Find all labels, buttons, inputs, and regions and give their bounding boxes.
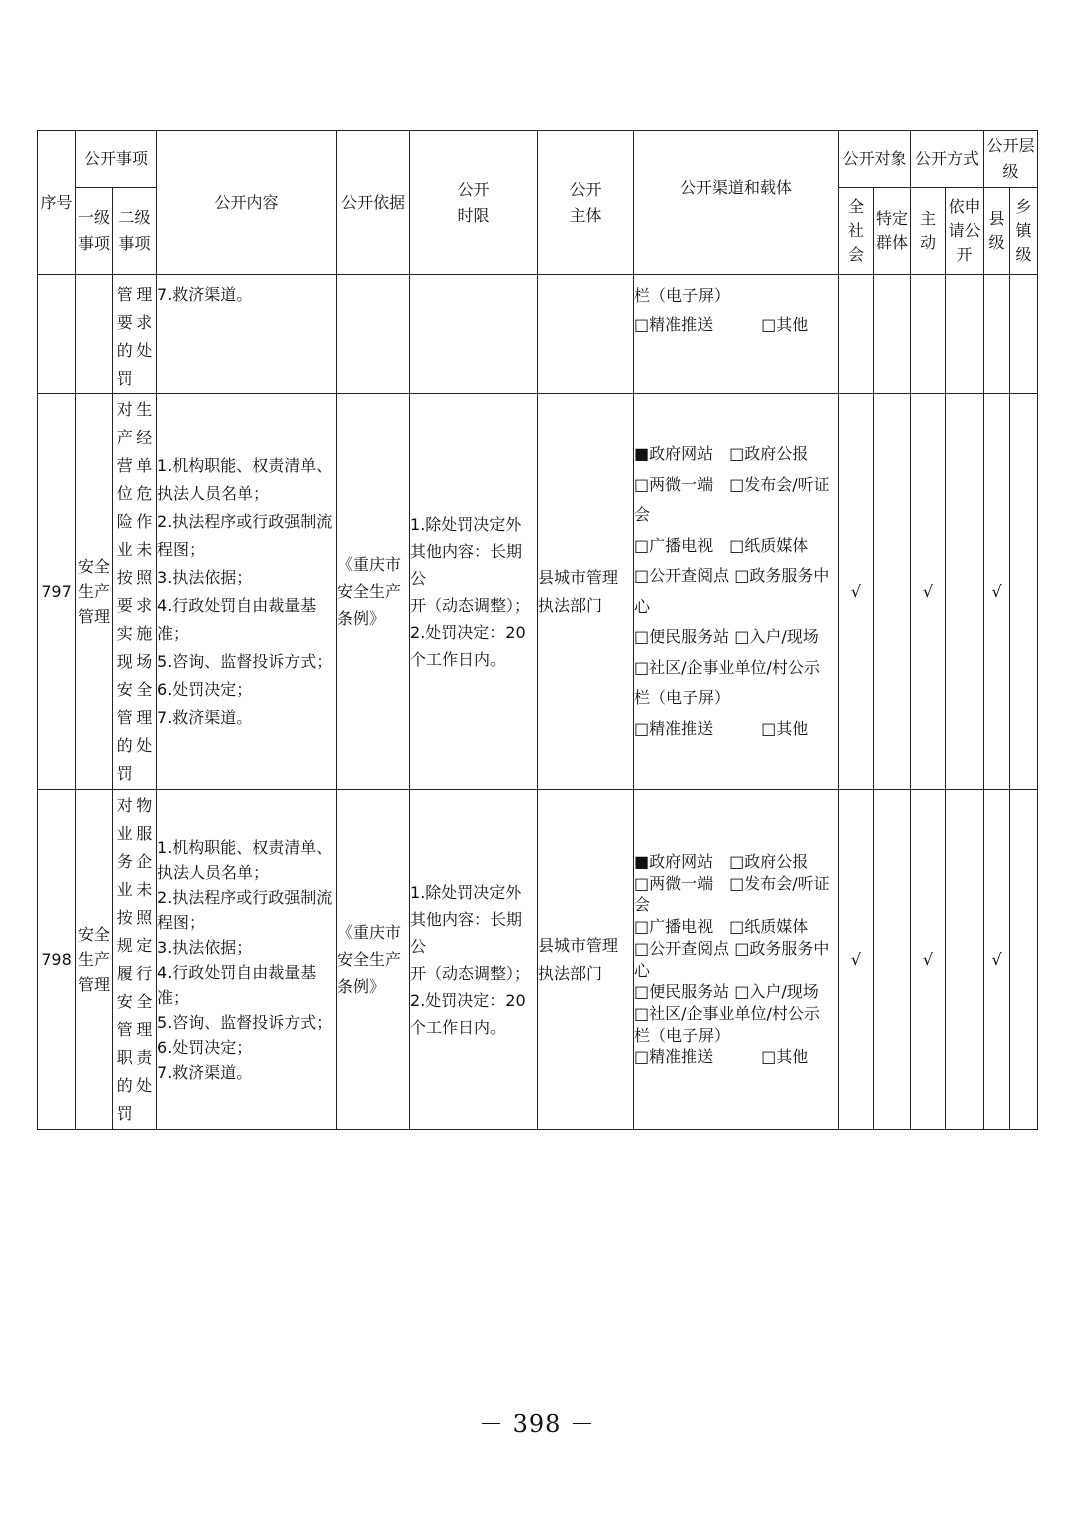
- level2-char: 对: [116, 399, 133, 419]
- row-level2: [113, 275, 157, 394]
- level2-grid: [113, 792, 156, 1128]
- table-row: [38, 275, 1038, 394]
- table-row: [38, 790, 1038, 1130]
- row-subject: 县城市管理 执法部门: [538, 790, 634, 1130]
- level2-char: 实: [116, 623, 133, 643]
- level2-char: 现: [116, 651, 133, 671]
- level2-char: 理: [136, 707, 153, 727]
- level2-char: 产: [116, 427, 133, 447]
- row-target-all: [839, 275, 874, 394]
- row-level-township: [1010, 275, 1038, 394]
- level2-char: 业: [116, 823, 133, 843]
- header-content: 公开内容: [157, 131, 337, 275]
- row-target-all: √: [839, 394, 874, 790]
- level2-char: 未: [136, 539, 153, 559]
- level2-char: 生: [136, 399, 153, 419]
- row-time-limit: [410, 275, 538, 394]
- level2-char: 单: [136, 455, 153, 475]
- level2-char: 全: [136, 991, 153, 1011]
- row-level1: 安全 生产 管理: [76, 790, 113, 1130]
- row-target-specific: [874, 275, 911, 394]
- table-row: [38, 394, 1038, 790]
- level2-char: 企: [136, 851, 153, 871]
- level2-char: 业: [116, 539, 133, 559]
- header-method-active: 主 动: [911, 188, 946, 275]
- disclosure-table: [37, 130, 1038, 1130]
- row-method-request: [946, 394, 984, 790]
- header-time-limit: 公开 时限: [410, 131, 538, 275]
- level2-char: 按: [116, 567, 133, 587]
- level2-char: 行: [136, 963, 153, 983]
- level2-char: 全: [136, 679, 153, 699]
- row-seq: [38, 275, 76, 394]
- level2-char: 险: [116, 511, 133, 531]
- level2-char: 服: [136, 823, 153, 843]
- level2-char: 作: [136, 511, 153, 531]
- level2-char: 的: [116, 735, 133, 755]
- level2-char: 经: [136, 427, 153, 447]
- header-method-request: 依申 请公 开: [946, 188, 984, 275]
- row-level-township: [1010, 394, 1038, 790]
- level2-char: 的: [116, 341, 133, 360]
- level2-char: 未: [136, 879, 153, 899]
- row-level2: [113, 790, 157, 1130]
- level2-char: 照: [136, 907, 153, 927]
- header-level1: 一级 事项: [76, 188, 113, 275]
- level2-char: 责: [136, 1047, 153, 1067]
- level2-char: 物: [136, 795, 153, 815]
- row-basis: 《重庆市 安全生产 条例》: [337, 394, 410, 790]
- level2-char: 照: [136, 567, 153, 587]
- level2-char: 求: [136, 313, 153, 332]
- row-channel: ■政府网站 □政府公报 □两微一端 □发布会/听证 会 □广播电视 □纸质媒体 □公开查阅点 □政务服务中 心 □便民服务站 □入户/现场 □社区/企事业单位/村公示 栏（电子屏） □精准推送 □其他: [634, 394, 839, 790]
- row-method-active: √: [911, 394, 946, 790]
- level2-char: 危: [136, 483, 153, 503]
- level2-char: 位: [116, 483, 133, 503]
- row-level1: [76, 275, 113, 394]
- level2-char: 安: [116, 991, 133, 1011]
- level2-char: 处: [136, 341, 153, 360]
- level2-grid: [113, 281, 156, 393]
- row-level-county: √: [984, 394, 1010, 790]
- row-subject: [538, 275, 634, 394]
- level2-char: 求: [136, 595, 153, 615]
- level2-char: 管: [116, 1019, 133, 1039]
- level2-char: 履: [116, 963, 133, 983]
- row-method-active: √: [911, 790, 946, 1130]
- header-level2: 二级 事项: [113, 188, 157, 275]
- header-level-group: 公开层 级: [984, 131, 1038, 188]
- level2-char: 罚: [116, 763, 133, 783]
- header-level-county: 县 级: [984, 188, 1010, 275]
- row-method-request: [946, 790, 984, 1130]
- level2-char: 罚: [116, 1103, 133, 1123]
- row-channel: 栏（电子屏） □精准推送 □其他: [634, 275, 839, 394]
- row-seq: 797: [38, 394, 76, 790]
- header-subject: 公开 主体: [538, 131, 634, 275]
- header-target-group: 公开对象: [839, 131, 911, 188]
- row-target-all: √: [839, 790, 874, 1130]
- level2-char: 务: [116, 851, 133, 871]
- level2-char: 安: [116, 679, 133, 699]
- level2-char: 营: [116, 455, 133, 475]
- level2-char: 管: [116, 707, 133, 727]
- row-time-limit: 1.除处罚决定外 其他内容：长期公 开（动态调整）； 2.处罚决定：20 个工作日内。: [410, 394, 538, 790]
- row-level-township: [1010, 790, 1038, 1130]
- header-method-group: 公开方式: [911, 131, 984, 188]
- header-seq: 序号: [38, 131, 76, 275]
- header-level-township: 乡 镇 级: [1010, 188, 1038, 275]
- page-number: － 398 －: [478, 1410, 596, 1438]
- row-target-specific: [874, 790, 911, 1130]
- row-subject: 县城市管理 执法部门: [538, 394, 634, 790]
- row-level-county: √: [984, 790, 1010, 1130]
- row-target-specific: [874, 394, 911, 790]
- level2-char: 处: [136, 735, 153, 755]
- header-items-group: 公开事项: [76, 131, 157, 188]
- level2-char: 职: [116, 1047, 133, 1067]
- row-level2: [113, 394, 157, 790]
- row-channel: ■政府网站 □政府公报 □两微一端 □发布会/听证 会 □广播电视 □纸质媒体 □公开查阅点 □政务服务中 心 □便民服务站 □入户/现场 □社区/企事业单位/村公示 栏（电子屏） □精准推送 □其他: [634, 790, 839, 1130]
- level2-char: 场: [136, 651, 153, 671]
- level2-char: 的: [116, 1075, 133, 1095]
- header-channel: 公开渠道和载体: [634, 131, 839, 275]
- level2-char: 理: [136, 1019, 153, 1039]
- row-seq: 798: [38, 790, 76, 1130]
- row-method-request: [946, 275, 984, 394]
- level2-char: 按: [116, 907, 133, 927]
- level2-char: 要: [116, 595, 133, 615]
- row-content: 7.救济渠道。: [157, 275, 337, 394]
- row-content: 1.机构职能、权责清单、 执法人员名单； 2.执法程序或行政强制流 程图； 3.执法依据； 4.行政处罚自由裁量基 准； 5.咨询、监督投诉方式； 6.处罚决定； 7.救济渠道。: [157, 394, 337, 790]
- row-method-active: [911, 275, 946, 394]
- row-basis: [337, 275, 410, 394]
- row-level1: 安全 生产 管理: [76, 394, 113, 790]
- header-target-all: 全 社 会: [839, 188, 874, 275]
- level2-char: 业: [116, 879, 133, 899]
- level2-char: 罚: [116, 369, 133, 388]
- level2-char: 定: [136, 935, 153, 955]
- header-target-specific: 特定 群体: [874, 188, 911, 275]
- row-content: 1.机构职能、权责清单、 执法人员名单； 2.执法程序或行政强制流 程图； 3.执法依据； 4.行政处罚自由裁量基 准； 5.咨询、监督投诉方式； 6.处罚决定； 7.救济渠道。: [157, 790, 337, 1130]
- level2-char: 施: [136, 623, 153, 643]
- level2-char: 理: [136, 285, 153, 304]
- level2-char: 管: [116, 285, 133, 304]
- row-time-limit: 1.除处罚决定外 其他内容：长期公 开（动态调整）； 2.处罚决定：20 个工作日内。: [410, 790, 538, 1130]
- level2-grid: [113, 396, 156, 788]
- level2-char: 规: [116, 935, 133, 955]
- row-basis: 《重庆市 安全生产 条例》: [337, 790, 410, 1130]
- row-level-county: [984, 275, 1010, 394]
- level2-char: 对: [116, 795, 133, 815]
- level2-char: 要: [116, 313, 133, 332]
- header-basis: 公开依据: [337, 131, 410, 275]
- level2-char: 处: [136, 1075, 153, 1095]
